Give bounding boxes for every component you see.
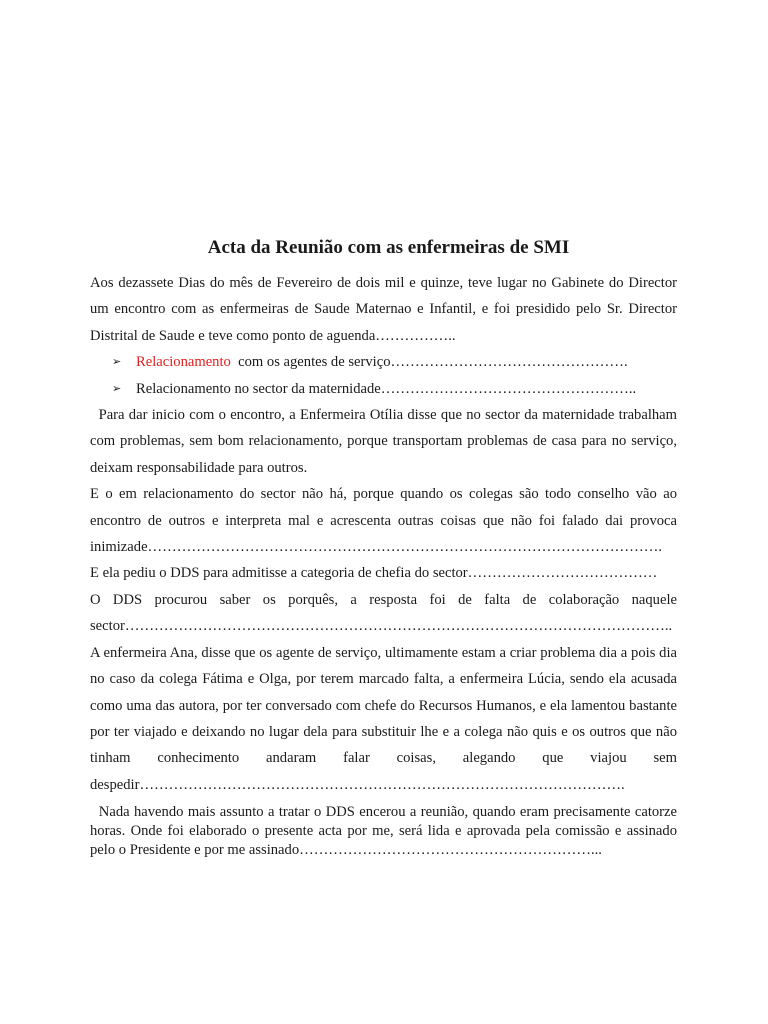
agenda-item-text: com os agentes de serviço………………………………………….	[230, 354, 628, 371]
intro-paragraph: Aos dezassete Dias do mês de Fevereiro de dois mil e quinze, teve lugar no Gabinete do Director um encontro com as enfermeiras de Saude Maternao e Infantil, e foi presidido pelo Sr. Director Distrital de Saude e teve como ponto de aguenda……………..	[90, 275, 677, 344]
agenda-item-highlight: Relacionamento	[136, 354, 231, 371]
agenda-item-text: Relacionamento no sector da maternidade……………………………………………..	[136, 380, 637, 397]
body-paragraph: E ela pediu o DDS para admitisse a categoria de chefia do sector…………………………………	[90, 565, 658, 582]
body-paragraph: E o em relacionamento do sector não há, porque quando os colegas são todo conselho vão ao encontro de outros e interpreta mal e acrescenta outras coisas que não foi falado dai provoca inimizade…………………………………………………………………………………………….	[90, 486, 677, 556]
agenda-item	[90, 376, 677, 402]
body-paragraph: O DDS procurou saber os porquês, a resposta foi de falta de colaboração naquele sector…………………………………………………………………………………………………..	[90, 591, 677, 635]
body-paragraph: Para dar inicio com o encontro, a Enfermeira Otília disse que no sector da maternidade trabalham com problemas, sem bom relacionamento, porque transportam problemas de casa para no serviço, deixam responsabilidade para outros.	[90, 407, 681, 476]
body-paragraph: A enfermeira Ana, disse que os agente de serviço, ultimamente estam a criar problema dia a pois dia no caso da colega Fátima e Olga, por terem marcado falta, a enfermeira Lúcia, sendo ela acusada como uma das autora, por ter conversado com chefe do Recursos Humanos, e ela lamentou bastante por ter viajado e deixando no lugar dela para substituir lhe e a colega não quis e os outros que não tinham conhecimento andaram falar coisas, alegando que viajou sem despedir……………………………………………………………………………………….	[90, 644, 677, 793]
document-title: Acta da Reunião com as enfermeiras de SMI	[207, 237, 570, 258]
closing-paragraph: Nada havendo mais assunto a tratar o DDS encerou a reunião, quando eram precisamente catorze horas. Onde foi elaborado o presente acta por me, será lida e aprovada pela comissão e assinado pelo o Presidente e por me assinado……………………………………………………...	[90, 804, 681, 859]
document-page	[90, 234, 681, 860]
arrow-bullet-icon: ➢	[112, 356, 122, 369]
arrow-bullet-icon: ➢	[112, 382, 122, 395]
agenda-item	[90, 349, 677, 375]
agenda-list	[90, 349, 677, 402]
